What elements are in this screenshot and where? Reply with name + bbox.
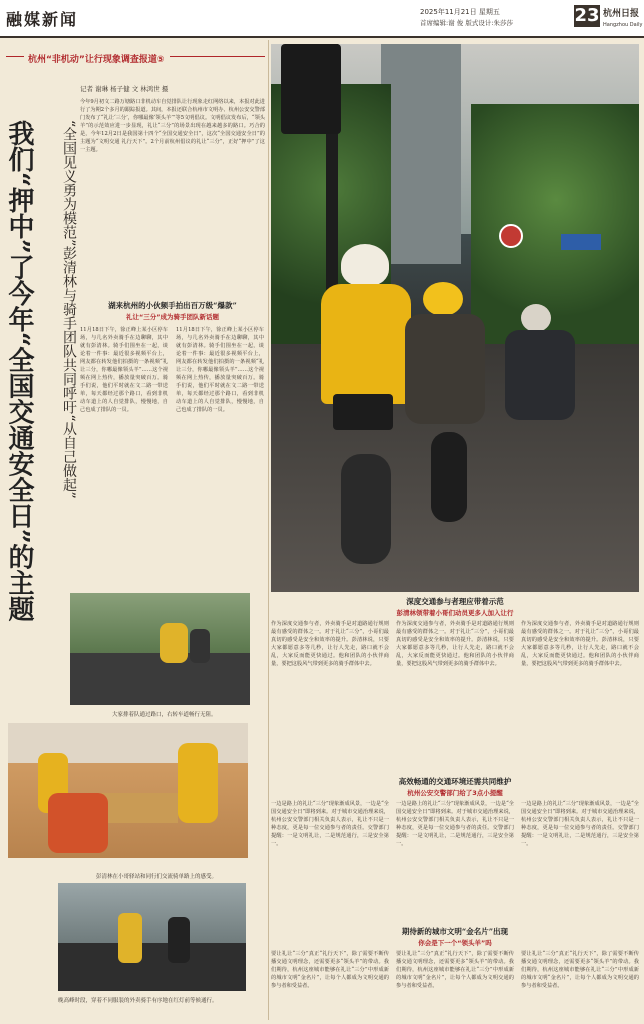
section4-subtitle: 你会是下一个“领头羊”吗 xyxy=(418,939,492,947)
column-divider xyxy=(268,40,269,1020)
section2-text-col3: 作为深度交通参与者，外卖骑手是对道路通行规则最有感受的群体之一。对于礼让“三分”，小哥们最真切的感受是安全和效率的提升。彭清林说，只要大家都愿意多等几秒，让行人先走，路口就不会乱，大家反而能更快通过。他和团队的小伙伴商量，要把这股风气带到更多的骑手群体中去。 xyxy=(521,621,639,667)
photo-road xyxy=(70,653,250,705)
section1-text-col1: 11月18日下午，徐正峰上某小区停车场，与几名外卖骑手在边聊聊，其中就有彭清林。骑手们围坐在一起，谈论着一件事：最近很多视频平台上，网友都在转发他们拍摄的一条视频“礼让三分，你哪最像领头羊”……这个视频在网上热传，播放量突破百万。骑手们说，他们平时就在文二路一带送单，每天都经过那个路口，看到非机动车道上的人自觉排队，慢慢地，自己也成了排队的一员。 xyxy=(80,327,168,413)
section1-subtitle: 礼让“三分”成为骑手团队新话题 xyxy=(125,313,220,321)
section4-text-col3: 要让礼让“三分”真正“礼行天下”，除了需要不断传播交通文明理念，还需要更多“领头羊”的带动。我们期待，杭州这座城市能够在礼让“三分”中形成新的城市文明“金名片”，让每个人都成为文明交通的参与者和受益者。 xyxy=(521,951,639,989)
helmet xyxy=(423,282,463,316)
section3-subtitle: 杭州公安交警部门给了3点小提醒 xyxy=(407,789,503,797)
byline: 记者 谢琳 杨子健 文 林鸿世 摄 xyxy=(80,85,169,93)
photo-road xyxy=(58,943,246,991)
scooter-wheel xyxy=(431,432,467,522)
person-figure xyxy=(48,793,108,853)
rider-jacket xyxy=(321,284,411,404)
intro-text: 今年9月初文二路万塘路口非机动车自觉排队让行现象走红网络以来，本报对此进行了为期2个多月的跟踪报道。其间，本报还联合杭州市文明办、杭州公安交警部门发布了“礼让‘三分’，你哪最像‘领头羊’”等5文明倡议。文明倡议发布后，“领头羊”的示范效应进一步显现，礼让“三分”的场景出现在越来越多的路口。巧合的是，今年12月2日是我国第十四个“全国交通安全日”，这次“全国交通安全日”的主题为“文明交通 礼行天下”。2个月前杭州倡议的礼让“三分”，正好“押中”了这一主题。 xyxy=(80,99,265,153)
scooter-wheel xyxy=(341,454,391,564)
series-divider-left xyxy=(6,56,24,57)
section1-title: 湖来杭州的小伙频手拍出百万级“爆款” xyxy=(108,301,237,310)
section-name: 融媒新闻 xyxy=(6,10,79,29)
traffic-light xyxy=(281,44,341,134)
delivery-box xyxy=(333,394,393,430)
series-tag: 杭州“非机动”让行现象调查报道⑤ xyxy=(28,55,165,65)
section4-text-col2: 要让礼让“三分”真正“礼行天下”，除了需要不断传播交通文明理念，还需要更多“领头羊”的带动。我们期待，杭州这座城市能够在礼让“三分”中形成新的城市文明“金名片”，让每个人都成为文明交通的参与者和受益者。 xyxy=(396,951,514,989)
section2-text-col2: 作为深度交通参与者，外卖骑手是对道路通行规则最有感受的群体之一。对于礼让“三分”，小哥们最真切的感受是安全和效率的提升。彭清林说，只要大家都愿意多等几秒，让行人先走，路口就不会乱，大家反而能更快通过。他和团队的小伙伴商量，要把这股风气带到更多的骑手群体中去。 xyxy=(396,621,514,667)
main-photo xyxy=(271,44,639,592)
rider-figure xyxy=(190,629,210,663)
section3-text-col1: 一边是路上的礼让“三分”现象渐成风景，一边是“全国交通安全日”即将到来。对于城市交通治理来说，杭州公安交警部门相关负责人表示，礼让不只是一种态度，更是每一位交通参与者的责任。交警部门提醒：一是文明礼让，二是规范通行，三是安全第一。 xyxy=(271,801,389,847)
page-number: 23 xyxy=(574,5,600,26)
rider-figure xyxy=(118,913,142,963)
rider-figure xyxy=(160,623,188,663)
date-line: 2025年11月21日 星期五 xyxy=(420,8,500,16)
traffic-sign xyxy=(499,224,523,248)
section3-text-col3: 一边是路上的礼让“三分”现象渐成风景，一边是“全国交通安全日”即将到来。对于城市交通治理来说，杭州公安交警部门相关负责人表示，礼让不只是一种态度，更是每一位交通参与者的责任。交警部门提醒：一是文明礼让，二是规范通行，三是安全第一。 xyxy=(521,801,639,847)
section4-title: 期待新的城市文明“金名片”出现 xyxy=(401,927,509,936)
section2-subtitle: 彭清林领带着小哥们动员更多人加入让行 xyxy=(396,609,514,617)
helmet xyxy=(521,304,551,332)
series-divider-right xyxy=(170,56,265,57)
section2-title: 深度交通参与者理应带着示范 xyxy=(406,597,504,606)
photo-riders-station xyxy=(8,723,248,858)
helmet xyxy=(341,244,389,286)
paper-en-name: Hangzhou Daily xyxy=(603,22,643,28)
page-header xyxy=(0,0,644,38)
caption-1: 大家排着队通过路口，右转车道畅行无阻。 xyxy=(112,712,217,718)
person-figure xyxy=(178,743,218,823)
section2-text-col1: 作为深度交通参与者，外卖骑手是对道路通行规则最有感受的群体之一。对于礼让“三分”，小哥们最真切的感受是安全和效率的提升。彭清林说，只要大家都愿意多等几秒，让行人先走，路口就不会乱，大家反而能更快通过。他和团队的小伙伴商量，要把这股风气带到更多的骑手群体中去。 xyxy=(271,621,389,667)
photo-riders-queue xyxy=(70,593,250,705)
paper-name: 杭州日报 xyxy=(603,9,640,19)
traffic-sign xyxy=(561,234,601,250)
section3-title: 高效畅通的交通环境还需共同维护 xyxy=(398,777,512,786)
section4-text-col1: 要让礼让“三分”真正“礼行天下”，除了需要不断传播交通文明理念，还需要更多“领头羊”的带动。我们期待，杭州这座城市能够在礼让“三分”中形成新的城市文明“金名片”，让每个人都成为文明交通的参与者和受益者。 xyxy=(271,951,389,989)
rider-figure xyxy=(401,282,491,532)
rider-figure xyxy=(501,304,581,524)
caption-3: 晚高峰时段，穿着不同服装的外卖骑手有序地在红灯前等候通行。 xyxy=(58,998,218,1004)
section1-text-col2: 11月18日下午，徐正峰上某小区停车场，与几名外卖骑手在边聊聊，其中就有彭清林。骑手们围坐在一起，谈论着一件事：最近很多视频平台上，网友都在转发他们拍摄的一条视频“礼让三分，你哪最像领头羊”……这个视频在网上热传，播放量突破百万。骑手们说，他们平时就在文二路一带送单，每天都经过那个路口，看到非机动车道上的人自觉排队，慢慢地，自己也成了排队的一员。 xyxy=(176,327,264,413)
photo-riders-waiting xyxy=(58,883,246,991)
rider-figure xyxy=(168,917,190,963)
section3-text-col2: 一边是路上的礼让“三分”现象渐成风景，一边是“全国交通安全日”即将到来。对于城市交通治理来说，杭州公安交警部门相关负责人表示，礼让不只是一种态度，更是每一位交通参与者的责任。交警部门提醒：一是文明礼让，二是规范通行，三是安全第一。 xyxy=(396,801,514,847)
page-subtitle: “全国见义勇为模范”彭清林与骑手团队共同呼吁“从自己做起” xyxy=(61,120,77,499)
rider-jacket xyxy=(405,314,485,424)
page-title: 我们“押中”了今年“全国交通安全日”的主题 xyxy=(4,120,34,622)
photo-building xyxy=(381,44,461,264)
caption-2: 彭清林在小哥驿站和同行们交流骑单路上的感受。 xyxy=(96,874,218,880)
editor-line: 首席编辑:谢 俊 版式设计:朱莎莎 xyxy=(420,19,514,27)
photo-table xyxy=(98,793,178,823)
rider-jacket xyxy=(505,330,575,420)
